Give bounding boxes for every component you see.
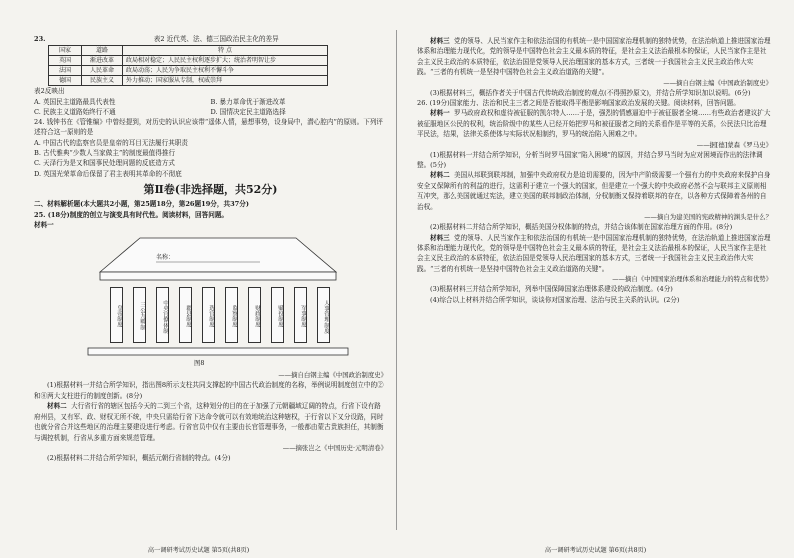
table-row [49, 56, 328, 66]
option-a: A. 英国民主道路最具代表性 [34, 97, 116, 106]
pillar: 郡县制度 [179, 287, 192, 343]
option-b: B. 暴力革命优于渐进改革 [210, 97, 286, 106]
option-b: B. 古代雅典“少数人当家做主”的制度最值得推行 [34, 149, 176, 158]
table-cell: 民族主义 [82, 76, 123, 86]
option-d: D. 国情决定民主道路选择 [210, 107, 286, 116]
material2-label: 材料二 [430, 171, 450, 180]
table-cell: 政局动荡；人民为争取民主权利不懈斗争 [123, 66, 328, 76]
q23-options [34, 97, 387, 117]
table-cell: 法国 [49, 66, 82, 76]
table-header-cell: 特 点 [123, 46, 328, 56]
q23-prompt: 表2反映出 [34, 87, 65, 96]
q25-2: (2)根据材料二并结合所学知识，概括元朝行省制的特点。(4分) [47, 453, 231, 462]
q26-intro: 26. (19分)国家能力、法治和民主三者之间是否能取得平衡是影响国家政治发展的关键。阅读材料，回答问题。 [417, 99, 740, 108]
table-cell: 英国 [49, 56, 82, 66]
table-header-cell: 国家 [49, 46, 82, 56]
option-c: C. 天泽行为是又和国事民处理问题的反底造方式 [34, 159, 175, 168]
table-header-cell: 道路 [82, 46, 123, 56]
material3-text: 党的领导、人民当家作主和依法治国的有机统一是中国国家治理机制的独特优势，在法治轨道上推进国家治理体系和治理能力现代化，党的领导是中国特色社会主义最本质的特征，是社会主义法治最根本的保证，人民当家作主是社会主义民主政治的本质特征，依法治国是党领导人民治理国家的基本方式，三者统一于我国社会主义民主政治伟大实践。“三者的有机统一是坚持中国特色社会主义政治道路的关键”。 [417, 37, 771, 77]
right-page [397, 0, 794, 558]
q25-1: (1)根据材料一并结合所学知识，指出图8所示支柱共同支撑起的中国古代政治制度的名称，举例说明制度创立中的②和⑧两大支柱进行的制度创新。(8分) [34, 381, 384, 400]
source-citation: ——摘自白钢主编《中国政治制度史》 [663, 78, 772, 87]
material2-text: 大行省行省的辖区包括今天的二到三个省，这种划分的目的在于加强了元朝疆域辽阔的特点，行省下设有路府州县，又有军、政、财权无所不统，中央只需给行省下达命令就可以有效地统治这种辖权，于行省以下又分设路，同时也就分省合并这些地区的治理主要建设进行考虑。行省官员中仅有主要由长官管理事务，一般都由蒙古贵族担任，其制衡与调控机制，行省从多重方面来规范管理。 [34, 402, 384, 442]
material2-text: 美国从邦联到联邦制，加强中央政府权力是迫切需要的，因为中产阶级需要一个强有力的中央政府来保护自身安全又保障所有的利益的进行，这需利于建立一个强大的国家，但是建立一个强大的中央政府必然不会与联邦主义原则相互冲突，那么美国就通过宪法，建立美国的联邦制政治体制，分权制衡又保持着联邦的存在，以各种方式保障着各州的自治权。 [417, 171, 771, 211]
pillar: 中央官僚体制 [156, 287, 169, 343]
pillar: 选官制度 [202, 287, 215, 343]
pillar: 军事制度 [294, 287, 307, 343]
table-header-row [49, 46, 328, 56]
table-row [49, 66, 328, 76]
pillar: 监察制度 [225, 287, 238, 343]
table-cell: 渐进改革 [82, 56, 123, 66]
material1-label: 材料一 [430, 109, 450, 118]
pillar: 人事管理制度 [317, 287, 330, 343]
source-citation: ——据[德]蒙森《罗马史》 [696, 140, 772, 149]
table-cell: 人民革命 [82, 66, 123, 76]
diagram-caption: 图8 [194, 359, 205, 368]
option-d: D. 英国光荣革命后保留了君主表明其革命的不彻底 [34, 169, 182, 178]
source-citation: ——摘自白钢主编《中国政治制度史》 [278, 371, 387, 380]
section2-heading: 二、材料解析题(本大题共2小题，第25题18分，第26题19分，共37分) [34, 200, 249, 209]
material1-label: 材料一 [34, 221, 54, 230]
q26-2: (2)根据材料二并结合所学知识，概括美国分权体制的特点，并结合该体制在国家治理方面的作用。(8分) [430, 223, 733, 232]
page-footer: 高一调研考试历史试题 第6页(共8页) [544, 547, 647, 554]
q26-1: (1)根据材料一并结合所学知识，分析当时罗马国家“陷入困境”的原因，并结合罗马当时为应对困境而作出的法律调整。(5分) [417, 150, 763, 170]
pillar: 赋役制度 [271, 287, 284, 343]
material3-label: 材料三 [430, 37, 450, 45]
pillar-diagram [34, 230, 387, 370]
material3-label: 材料三 [430, 233, 450, 242]
q25-intro: 25. (18分)制度的创立与演变具有时代性。阅读材料，回答问题。 [34, 210, 229, 219]
diagram-roof-label: 名称： [156, 254, 175, 262]
table-cell: 德国 [49, 76, 82, 86]
table-cell: 政局相对稳定；人民民主权利逐步扩大；统治者明智让步 [123, 56, 328, 66]
table-cell: 外力推动；国家服从专制，权威崇拜 [123, 76, 328, 86]
table-row [49, 76, 328, 86]
table-caption: 表2 近代英、法、德三国政治民主化的差异 [153, 35, 279, 43]
source-citation: ——摘自《中国国家治理体系和治理能力的特点和优势》 [612, 275, 772, 284]
source-citation: ——摘自为建美国的宪政精神的渊头是什么？ [644, 213, 772, 222]
source-citation: ——摘张岂之《中国历史·元明清卷》 [282, 443, 387, 452]
option-a: A. 中国古代的监察官员是皇帝的耳目无法履行其职责 [34, 138, 189, 147]
q25-3: (3)根据材料三，概括作者关于中国古代传统政治制度的观点(不得照抄原文)，并结合所学知识加以说明。(6分) [430, 88, 751, 97]
material3-text: 党的领导、人民当家作主和依法治国的有机统一是中国国家治理机制的独特优势，在法治轨道上推进国家治理体系和治理能力现代化，党的领导是中国特色社会主义最本质的特征，是社会主义法治最根本的保证，人民当家作主是社会主义民主政治的本质特征，依法治国是党领导人民治理国家的基本方式，三者统一于我国社会主义民主政治伟大实践。“三者的有机统一是坚持中国特色社会主义政治道路的关键”。 [417, 233, 771, 273]
page-footer: 高一调研考试历史试题 第5页(共8页) [147, 547, 250, 554]
q26-3: (3)根据材料三并结合所学知识，列举中国保障国家治理体系建设的政治制度。(4分) [430, 285, 673, 294]
pillar: 三公九卿制 [133, 287, 146, 343]
material2-label: 材料二 [47, 402, 67, 411]
q24-text: 24. 钱钟书在《管锥编》中曾经提到，对历史的认识应该带“遥体人情，悬想事势，设身局中，潜心腔内”的原则。下列评述符合这一原则的是 [34, 117, 384, 137]
q23-number: 23. [34, 35, 46, 43]
material1-text: 罗马政府政权和虚待被征服的凯尔特人……于是，强烈的情感逼迫中于被征服者全境……有些政治者建议扩大被征服地区公民的权利，统治阶级中的某些人已经开始把罗马和被征服者之间的关系看作是平等的关系，公民法只比治理平民法，结果，法律关系使体与实际状况相制约，罗马的统治陷入困难之中。 [417, 109, 771, 139]
question-23 [34, 34, 387, 117]
comparison-table [48, 45, 328, 86]
pillar: 皇帝制度 [110, 287, 123, 343]
question-24 [34, 117, 387, 179]
part2-title: 第Ⅱ卷(非选择题，共52分) [143, 183, 278, 197]
q26-4: (4)综合以上材料并结合所学知识，谈谈你对国家治理、法治与民主关系的认识。(2分) [430, 295, 680, 304]
option-c: C. 民族主义道路始终行不通 [34, 107, 116, 116]
pillar: 财政制度 [248, 287, 261, 343]
